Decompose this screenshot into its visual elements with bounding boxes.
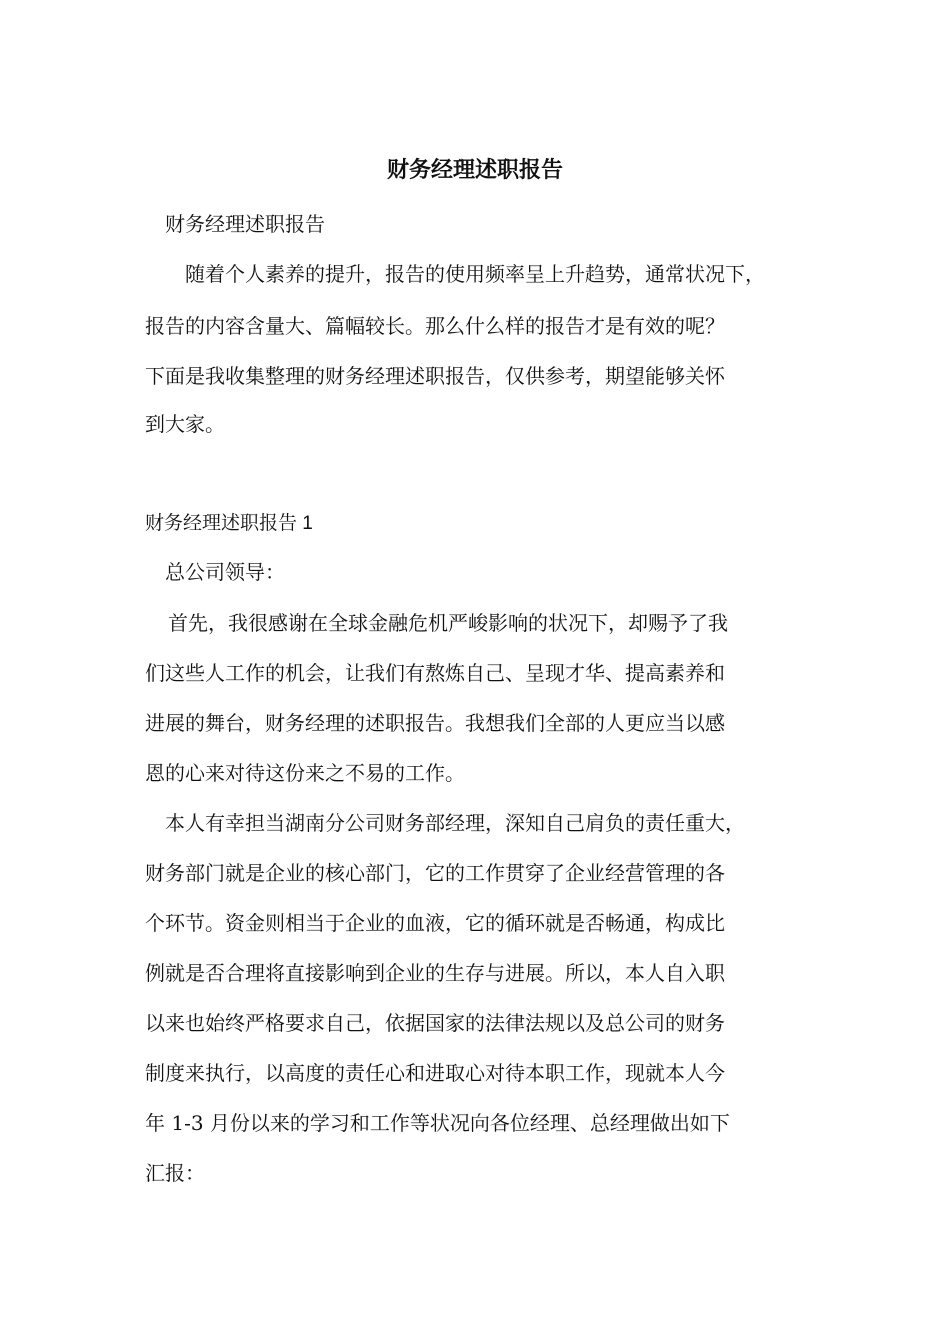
para2-line-3: 个环节。资金则相当于企业的血液，它的循环就是否畅通，构成比: [145, 911, 725, 935]
para2-line-7: 年 1-3 月份以来的学习和工作等状况向各位经理、总经理做出如下: [145, 1111, 730, 1135]
para2-line-4: 例就是否合理将直接影响到企业的生存与进展。所以，本人自入职: [145, 961, 725, 985]
para2-line-2: 财务部门就是企业的核心部门，它的工作贯穿了企业经营管理的各: [145, 861, 725, 885]
para1-line-1: 首先，我很感谢在全球金融危机严峻影响的状况下，却赐予了我: [168, 611, 728, 635]
para1-line-3: 进展的舞台，财务经理的述职报告。我想我们全部的人更应当以感: [145, 711, 725, 735]
intro-line-1: 随着个人素养的提升，报告的使用频率呈上升趋势，通常状况下，: [185, 262, 765, 286]
intro-line-4: 到大家。: [145, 412, 225, 436]
intro-line-2: 报告的内容含量大、篇幅较长。那么什么样的报告才是有效的呢？: [145, 314, 725, 338]
para1-line-4: 恩的心来对待这份来之不易的工作。: [145, 761, 465, 785]
para2-line-5: 以来也始终严格要求自己，依据国家的法律法规以及总公司的财务: [145, 1011, 725, 1035]
para2-line-6: 制度来执行，以高度的责任心和进取心对待本职工作，现就本人今: [145, 1061, 725, 1085]
section-heading: 财务经理述职报告 1: [145, 513, 313, 534]
salutation: 总公司领导：: [165, 560, 285, 584]
document-subtitle: 财务经理述职报告: [165, 212, 325, 236]
para2-line-1: 本人有幸担当湖南分公司财务部经理，深知自己肩负的责任重大，: [165, 811, 745, 835]
para1-line-2: 们这些人工作的机会，让我们有熬炼自己、呈现才华、提高素养和: [145, 661, 725, 685]
intro-line-3: 下面是我收集整理的财务经理述职报告，仅供参考，期望能够关怀: [145, 364, 725, 388]
para2-line-8: 汇报：: [145, 1161, 205, 1185]
document-title: 财务经理述职报告: [386, 157, 563, 183]
